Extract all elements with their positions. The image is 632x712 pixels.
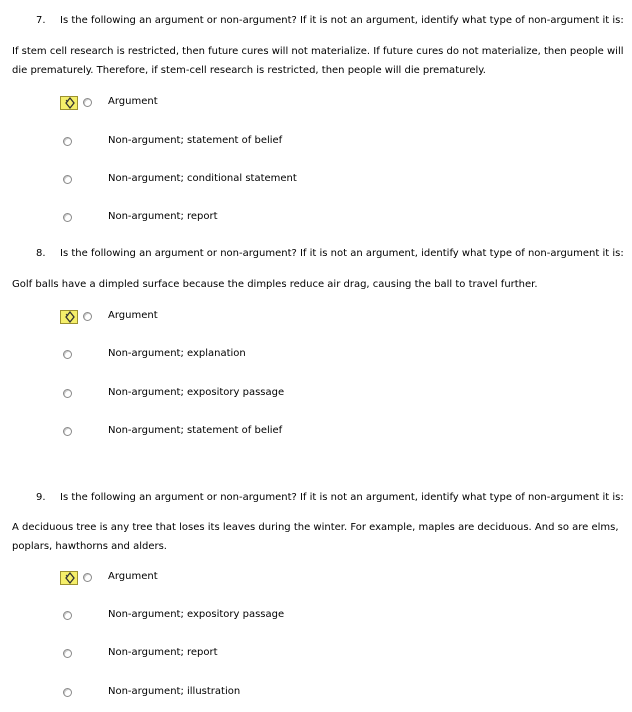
radio-button[interactable] [63,350,72,359]
question-stem: Golf balls have a dimpled surface because the dimples reduce air drag, causing the ball to travel further. [12,279,538,290]
answer-option[interactable] [0,344,632,360]
answer-option[interactable] [0,571,632,587]
option-label: Argument [108,310,158,321]
radio-button[interactable] [83,573,92,582]
radio-button[interactable] [83,312,92,321]
question-stem: A deciduous tree is any tree that loses its leaves during the winter. For example, maples are deciduous. And so are elms, poplars, hawthorns and alders. [12,522,619,552]
option-label: Non-argument; explanation [108,348,246,359]
question-header [36,15,624,26]
option-label: Non-argument; statement of belief [108,425,283,436]
answer-key-marker-icon [60,571,78,585]
radio-button[interactable] [83,98,92,107]
question-stem: If stem cell research is restricted, then future cures will not materialize. If future cures do not materialize, then people will die prematurely. Therefore, if stem-cell research is restricted, then people will die prematurely. [12,46,624,76]
answer-option[interactable] [0,131,632,147]
question-number: 8. [36,248,46,259]
answer-option[interactable] [0,169,632,185]
option-label: Argument [108,571,158,582]
radio-button[interactable] [63,389,72,398]
answer-option[interactable] [0,643,632,659]
question-prompt: Is the following an argument or non-argument? If it is not an argument, identify what type of non-argument it is: [60,248,624,259]
radio-button[interactable] [63,213,72,222]
option-label: Non-argument; report [108,211,218,222]
question-header [36,248,624,259]
answer-option[interactable] [0,96,632,112]
answer-option[interactable] [0,310,632,326]
question-prompt: Is the following an argument or non-argument? If it is not an argument, identify what type of non-argument it is: [60,492,624,503]
radio-button[interactable] [63,688,72,697]
question-header [36,492,624,503]
option-label: Non-argument; statement of belief [108,135,283,146]
answer-option[interactable] [0,207,632,223]
radio-button[interactable] [63,649,72,658]
question-prompt: Is the following an argument or non-argument? If it is not an argument, identify what type of non-argument it is: [60,15,624,26]
answer-key-marker-icon [60,310,78,324]
option-label: Non-argument; illustration [108,686,241,697]
answer-option[interactable] [0,383,632,399]
option-label: Non-argument; expository passage [108,387,285,398]
question-number: 7. [36,15,46,26]
option-label: Non-argument; report [108,647,218,658]
radio-button[interactable] [63,611,72,620]
option-label: Non-argument; expository passage [108,609,285,620]
answer-option[interactable] [0,605,632,621]
option-label: Non-argument; conditional statement [108,173,297,184]
radio-button[interactable] [63,137,72,146]
radio-button[interactable] [63,175,72,184]
option-label: Argument [108,96,158,107]
question-number: 9. [36,492,46,503]
answer-option[interactable] [0,682,632,698]
answer-key-marker-icon [60,96,78,110]
answer-option[interactable] [0,421,632,437]
radio-button[interactable] [63,427,72,436]
